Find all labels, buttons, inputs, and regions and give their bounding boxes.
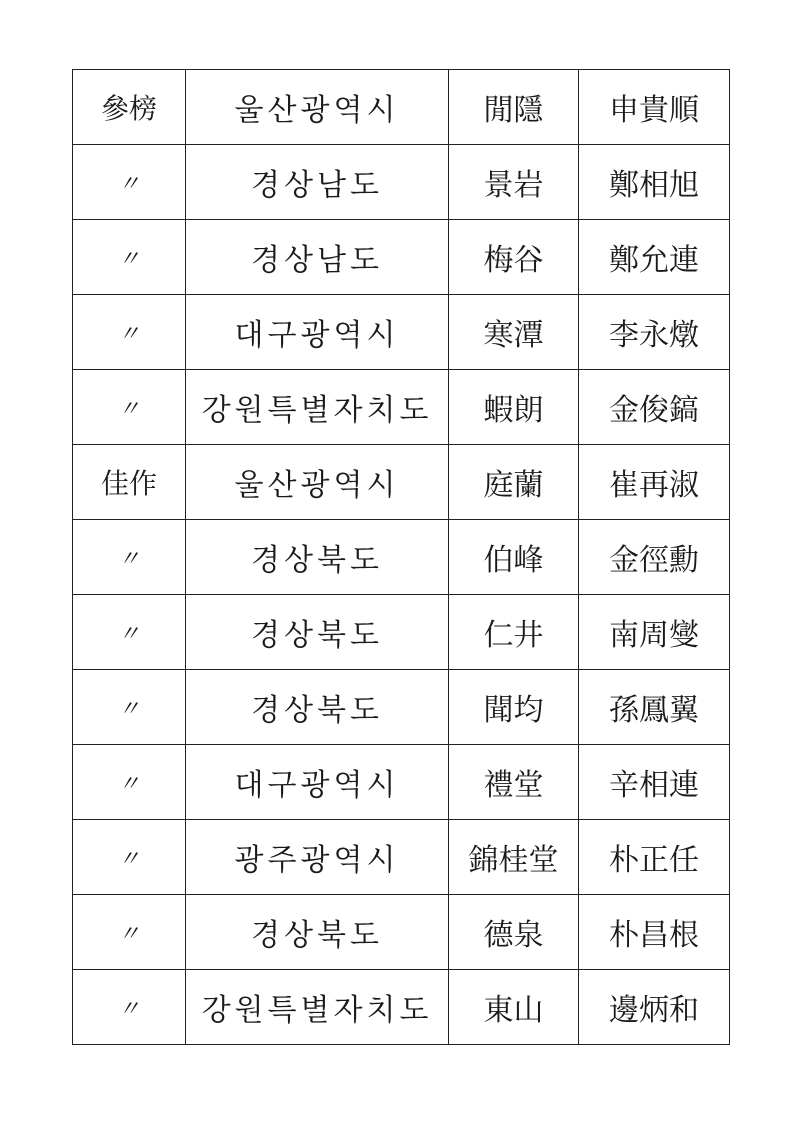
table-row bbox=[73, 895, 730, 970]
award-cell: 〃 bbox=[73, 370, 186, 445]
name-cell: 南周燮 bbox=[579, 595, 730, 670]
region-cell: 대구광역시 bbox=[186, 745, 449, 820]
table-row bbox=[73, 370, 730, 445]
region-cell: 경상북도 bbox=[186, 670, 449, 745]
name-cell: 孫鳳翼 bbox=[579, 670, 730, 745]
table-row bbox=[73, 70, 730, 145]
pen-name-cell: 梅谷 bbox=[449, 220, 579, 295]
pen-name-cell: 景岩 bbox=[449, 145, 579, 220]
table-row bbox=[73, 520, 730, 595]
award-cell: 〃 bbox=[73, 745, 186, 820]
region-cell: 경상남도 bbox=[186, 145, 449, 220]
name-cell: 金徑勳 bbox=[579, 520, 730, 595]
award-cell: 參榜 bbox=[73, 70, 186, 145]
pen-name-cell: 伯峰 bbox=[449, 520, 579, 595]
pen-name-cell: 蝦朗 bbox=[449, 370, 579, 445]
award-cell: 〃 bbox=[73, 670, 186, 745]
name-cell: 朴昌根 bbox=[579, 895, 730, 970]
region-cell: 경상남도 bbox=[186, 220, 449, 295]
region-cell: 경상북도 bbox=[186, 520, 449, 595]
region-cell: 대구광역시 bbox=[186, 295, 449, 370]
region-cell: 경상북도 bbox=[186, 895, 449, 970]
award-cell: 佳作 bbox=[73, 445, 186, 520]
table-row bbox=[73, 970, 730, 1045]
award-results-table bbox=[72, 69, 730, 1045]
award-cell: 〃 bbox=[73, 145, 186, 220]
table-row bbox=[73, 220, 730, 295]
name-cell: 申貴順 bbox=[579, 70, 730, 145]
pen-name-cell: 聞均 bbox=[449, 670, 579, 745]
region-cell: 경상북도 bbox=[186, 595, 449, 670]
pen-name-cell: 庭蘭 bbox=[449, 445, 579, 520]
name-cell: 崔再淑 bbox=[579, 445, 730, 520]
table-row bbox=[73, 295, 730, 370]
pen-name-cell: 寒潭 bbox=[449, 295, 579, 370]
name-cell: 辛相連 bbox=[579, 745, 730, 820]
table-row bbox=[73, 445, 730, 520]
name-cell: 金俊鎬 bbox=[579, 370, 730, 445]
pen-name-cell: 德泉 bbox=[449, 895, 579, 970]
table-row bbox=[73, 595, 730, 670]
pen-name-cell: 仁井 bbox=[449, 595, 579, 670]
award-results-body bbox=[73, 70, 730, 1045]
pen-name-cell: 禮堂 bbox=[449, 745, 579, 820]
award-cell: 〃 bbox=[73, 220, 186, 295]
award-cell: 〃 bbox=[73, 970, 186, 1045]
region-cell: 강원특별자치도 bbox=[186, 970, 449, 1045]
pen-name-cell: 錦桂堂 bbox=[449, 820, 579, 895]
table-row bbox=[73, 745, 730, 820]
award-cell: 〃 bbox=[73, 895, 186, 970]
region-cell: 광주광역시 bbox=[186, 820, 449, 895]
region-cell: 울산광역시 bbox=[186, 70, 449, 145]
name-cell: 李永燉 bbox=[579, 295, 730, 370]
pen-name-cell: 東山 bbox=[449, 970, 579, 1045]
award-cell: 〃 bbox=[73, 820, 186, 895]
table-row bbox=[73, 670, 730, 745]
region-cell: 울산광역시 bbox=[186, 445, 449, 520]
name-cell: 鄭允連 bbox=[579, 220, 730, 295]
award-cell: 〃 bbox=[73, 295, 186, 370]
name-cell: 朴正任 bbox=[579, 820, 730, 895]
table-row bbox=[73, 820, 730, 895]
pen-name-cell: 閒隱 bbox=[449, 70, 579, 145]
table-row bbox=[73, 145, 730, 220]
name-cell: 鄭相旭 bbox=[579, 145, 730, 220]
award-cell: 〃 bbox=[73, 595, 186, 670]
region-cell: 강원특별자치도 bbox=[186, 370, 449, 445]
name-cell: 邊炳和 bbox=[579, 970, 730, 1045]
award-cell: 〃 bbox=[73, 520, 186, 595]
